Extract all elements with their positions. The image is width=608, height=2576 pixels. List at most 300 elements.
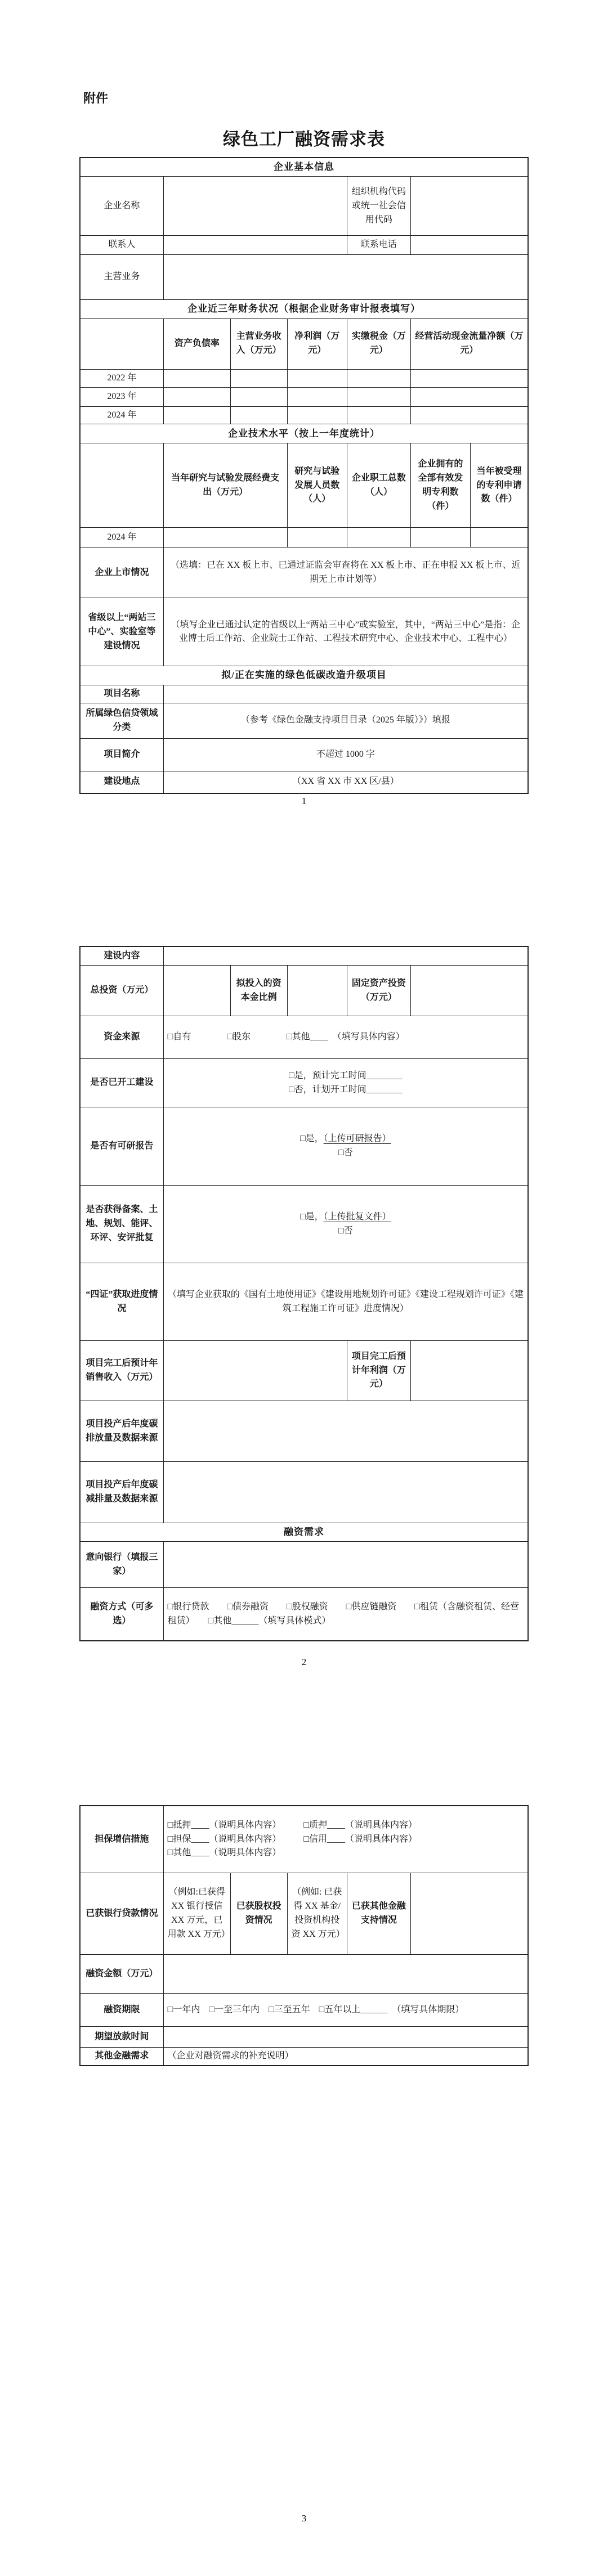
text: 项目简介 bbox=[104, 749, 140, 759]
text-line bbox=[84, 1357, 159, 1385]
text-line bbox=[168, 472, 283, 500]
text: （例如: 已获得 XX 基金/投资机构投资 XX 万元） bbox=[291, 1887, 345, 1939]
text-line bbox=[168, 337, 226, 351]
text: 企业拥有的全部有效发明专利数（件） bbox=[418, 459, 463, 511]
text: 项目完工后预计年利润（万元） bbox=[351, 1351, 406, 1389]
form-table-page-2 bbox=[79, 946, 529, 1641]
text-line bbox=[168, 1069, 524, 1083]
label-four-certificates bbox=[81, 1263, 164, 1340]
attachment-label: 附件 bbox=[83, 91, 109, 105]
section-green-project bbox=[81, 666, 527, 685]
input-2022-debt-ratio bbox=[164, 370, 231, 387]
label-obtained-equity-investment bbox=[231, 1873, 288, 1954]
text: 是否已开工建设 bbox=[90, 1078, 154, 1088]
text-line bbox=[168, 1288, 524, 1316]
text: 省级以上“两站三中心”、实验室等建设情况 bbox=[88, 613, 156, 650]
row-funding-source bbox=[81, 1016, 527, 1059]
label-project-intro bbox=[81, 739, 164, 771]
text-line bbox=[168, 559, 524, 587]
row-year-2024 bbox=[81, 407, 527, 425]
text: 其他金融需求 bbox=[95, 2051, 149, 2061]
text-line bbox=[84, 1417, 159, 1446]
text-line bbox=[415, 457, 466, 513]
input-research-platforms bbox=[164, 598, 527, 666]
text: 固定资产投资（万元） bbox=[351, 978, 406, 1002]
text: 企业职工总数（人） bbox=[351, 473, 406, 497]
label-main-business bbox=[81, 255, 164, 299]
row-project-name bbox=[81, 685, 527, 703]
row-intended-banks bbox=[81, 1542, 527, 1588]
row-financing-methods bbox=[81, 1588, 527, 1640]
label-guarantee-measures bbox=[81, 1806, 164, 1873]
label-project-location bbox=[81, 771, 164, 793]
text: 建设地点 bbox=[104, 777, 140, 787]
text: 资产负债率 bbox=[174, 338, 220, 348]
input-2022-revenue bbox=[231, 370, 288, 387]
text-line bbox=[84, 1076, 159, 1090]
label-intended-banks bbox=[81, 1542, 164, 1587]
input-financing-amount bbox=[164, 1955, 527, 1993]
section-header-label: 融资需求 bbox=[284, 1527, 324, 1537]
row-construction-started bbox=[81, 1059, 527, 1107]
row-four-certificates bbox=[81, 1263, 527, 1341]
text-line bbox=[84, 409, 159, 423]
row-expected-loan-time bbox=[81, 2027, 527, 2048]
text: 已获股权投资情况 bbox=[236, 1901, 281, 1925]
text-line bbox=[415, 330, 524, 358]
text: 经营活动现金流量净额（万元） bbox=[415, 331, 524, 356]
text-line bbox=[235, 1900, 283, 1928]
row-approvals-obtained bbox=[81, 1186, 527, 1263]
col-header-paid-tax bbox=[347, 319, 411, 369]
text-line bbox=[168, 1146, 524, 1160]
input-company-name bbox=[164, 177, 347, 235]
text-line bbox=[168, 1083, 524, 1097]
text-line bbox=[84, 748, 159, 762]
label-research-platforms bbox=[81, 598, 164, 666]
text-line bbox=[84, 949, 159, 963]
text: 融资金额（万元） bbox=[86, 1968, 158, 1978]
text: □是， bbox=[299, 1211, 324, 1222]
input-2024-total-staff bbox=[347, 528, 411, 547]
text-line bbox=[84, 566, 159, 580]
label-green-credit-category bbox=[81, 703, 164, 738]
text: 不超过 1000 字 bbox=[316, 749, 375, 759]
input-main-business bbox=[164, 255, 527, 299]
label-funding-source bbox=[81, 1016, 164, 1058]
row-construction-content bbox=[81, 947, 527, 966]
text-line bbox=[167, 1886, 230, 1941]
input-contact-person bbox=[164, 236, 347, 254]
text: 是否获得备案、土地、规划、能评、环评、安评批复 bbox=[86, 1205, 158, 1242]
section-header-label: 企业技术水平（按上一年度统计） bbox=[228, 428, 380, 439]
row-research-platforms bbox=[81, 598, 527, 666]
text: 企业名称 bbox=[104, 200, 140, 210]
text-line bbox=[292, 465, 343, 506]
row-guarantee-measures bbox=[81, 1806, 527, 1873]
section-header-label: 企业基本信息 bbox=[274, 161, 334, 172]
text: □银行贷款 □债券融资 □股权融资 □供应链融资 □租赁（含融资租赁、经营租赁） □其他______（填写具体模式） bbox=[167, 1602, 519, 1626]
text: （填写企业已通过认定的省级以上“两站三中心”或实验室，其中，“两站三中心”是指：企业博士后工作站、企业院士工作站、工程技术研究中心、企业技术中心、工程中心） bbox=[171, 620, 521, 644]
text: 组织机构代码或统一社会信用代码 bbox=[351, 187, 406, 225]
input-approvals-obtained bbox=[164, 1186, 527, 1263]
input-green-credit-category bbox=[164, 703, 527, 738]
col-header-valid-patents bbox=[411, 443, 471, 527]
text: 意向银行（填报三家） bbox=[86, 1552, 158, 1576]
text-line bbox=[84, 531, 159, 545]
row-company-name bbox=[81, 177, 527, 236]
text-line bbox=[168, 775, 524, 789]
text-line bbox=[84, 1967, 159, 1981]
row-carbon-reduction bbox=[81, 1462, 527, 1523]
input-fixed-asset-investment bbox=[411, 966, 527, 1016]
text: 拟投入的资本金比例 bbox=[236, 978, 281, 1002]
text: 项目完工后预计年销售收入（万元） bbox=[86, 1358, 158, 1382]
text-line bbox=[84, 2049, 159, 2063]
text-line bbox=[168, 2049, 524, 2063]
section-financing-demand bbox=[81, 1523, 527, 1542]
input-capital-ratio bbox=[288, 966, 347, 1016]
input-2024-valid-patents bbox=[411, 528, 471, 547]
text-line bbox=[84, 707, 159, 735]
text-line bbox=[292, 330, 343, 358]
text-line bbox=[168, 1833, 524, 1847]
label-financing-term bbox=[81, 1994, 164, 2026]
text-line bbox=[84, 1600, 159, 1628]
text-line bbox=[168, 1210, 524, 1224]
input-expected-loan-time bbox=[164, 2027, 527, 2047]
input-construction-content bbox=[164, 947, 527, 965]
text-line bbox=[84, 1833, 159, 1847]
page-number: 3 bbox=[301, 2513, 307, 2524]
label-obtained-other-financial-support bbox=[347, 1873, 411, 1954]
text-line bbox=[84, 1288, 159, 1316]
text: 担保增信措施 bbox=[95, 1834, 149, 1844]
row-project-intro bbox=[81, 739, 527, 771]
text: □是，预计完工时间________ bbox=[288, 1070, 403, 1080]
text: 资金来源 bbox=[104, 1032, 140, 1042]
input-2023-tax bbox=[347, 388, 411, 406]
text-line bbox=[168, 2003, 524, 2017]
row-financing-amount bbox=[81, 1955, 527, 1994]
form-table-page-3 bbox=[79, 1805, 529, 2066]
section-header bbox=[81, 666, 527, 684]
text-line bbox=[84, 1139, 159, 1154]
row-financial-header bbox=[81, 319, 527, 370]
text-line bbox=[84, 687, 159, 701]
input-four-certificates bbox=[164, 1263, 527, 1340]
section-header bbox=[81, 300, 527, 318]
col-header-rd-staff bbox=[288, 443, 347, 527]
input-obtained-other-financial-support bbox=[411, 1873, 527, 1954]
input-2024-rd-expense bbox=[164, 528, 288, 547]
text: 已获银行贷款情况 bbox=[86, 1908, 158, 1918]
label-expected-annual-sales bbox=[81, 1341, 164, 1401]
text: （企业对融资需求的补充说明） bbox=[167, 2051, 294, 2061]
text: □抵押____（说明具体内容） □质押____（说明具体内容） bbox=[167, 1820, 418, 1830]
input-2024-patent-applications bbox=[471, 528, 527, 547]
label-year-2024 bbox=[81, 407, 164, 424]
text: 2022 年 bbox=[107, 373, 137, 383]
page-title: 绿色工厂融资需求表 bbox=[223, 129, 385, 149]
text: □担保____（说明具体内容） □信用____（说明具体内容） bbox=[167, 1834, 418, 1844]
page-number: 1 bbox=[301, 796, 307, 806]
text: 企业上市情况 bbox=[95, 567, 149, 577]
col-header-net-profit bbox=[288, 319, 347, 369]
col-header-main-revenue bbox=[231, 319, 288, 369]
input-org-code bbox=[411, 177, 527, 235]
label-other-financial-needs bbox=[81, 2048, 164, 2065]
text-line bbox=[168, 1132, 524, 1146]
input-2024-rd-staff bbox=[288, 528, 347, 547]
text: 净利润（万元） bbox=[294, 331, 340, 356]
text-line bbox=[235, 977, 283, 1005]
col-header-rd-expense bbox=[164, 443, 288, 527]
input-expected-annual-sales bbox=[164, 1341, 347, 1401]
input-carbon-reduction bbox=[164, 1462, 527, 1523]
input-2024-cashflow bbox=[411, 407, 527, 424]
input-2022-cashflow bbox=[411, 370, 527, 387]
input-2023-profit bbox=[288, 388, 347, 406]
text: □一年内 □一至三年内 □三至五年 □五年以上______ （填写具体期限） bbox=[167, 2004, 464, 2014]
label-feasibility-report bbox=[81, 1107, 164, 1185]
label-fixed-asset-investment bbox=[347, 966, 411, 1016]
text: 项目名称 bbox=[104, 688, 140, 698]
text-line bbox=[84, 1203, 159, 1245]
label-financing-methods bbox=[81, 1588, 164, 1640]
label-year-2023 bbox=[81, 388, 164, 406]
label-carbon-emission bbox=[81, 1401, 164, 1461]
text: （选填：已在 XX 板上市、已通过证监会审查将在 XX 板上市、正在申报 XX 板上市、近期无上市计划等） bbox=[171, 560, 521, 584]
text: 2024 年 bbox=[107, 410, 137, 420]
input-2024-profit bbox=[288, 407, 347, 424]
text-line bbox=[84, 2003, 159, 2017]
underlined-blank: （上传可研报告） bbox=[323, 1134, 391, 1144]
label-listing-status bbox=[81, 547, 164, 598]
row-listing-status bbox=[81, 547, 527, 598]
row-expected-revenue-profit bbox=[81, 1341, 527, 1401]
input-financing-term bbox=[164, 1994, 527, 2026]
text: 联系电话 bbox=[360, 240, 397, 250]
text: “四证”获取进度情况 bbox=[86, 1289, 158, 1313]
input-contact-phone bbox=[411, 236, 527, 254]
text: 总投资（万元） bbox=[90, 985, 154, 995]
text-line bbox=[351, 1350, 406, 1392]
input-obtained-equity-investment bbox=[288, 1873, 347, 1954]
text-line bbox=[84, 390, 159, 404]
label-construction-started bbox=[81, 1059, 164, 1107]
page-number: 2 bbox=[301, 1657, 307, 1667]
input-other-financial-needs bbox=[164, 2048, 527, 2065]
row-obtained-financing bbox=[81, 1873, 527, 1955]
label-approvals-obtained bbox=[81, 1186, 164, 1263]
text-line bbox=[168, 1600, 524, 1628]
text: 主营业务 bbox=[104, 272, 140, 282]
row-main-business bbox=[81, 255, 527, 300]
text: 已获其他金融支持情况 bbox=[351, 1901, 406, 1925]
section-tech-level bbox=[81, 424, 527, 443]
text: 融资方式（可多选） bbox=[90, 1602, 154, 1626]
form-table-page-1 bbox=[79, 157, 529, 794]
row-tech-header bbox=[81, 443, 527, 528]
label-org-code bbox=[347, 177, 411, 235]
text: 研究与试验发展人员数（人） bbox=[294, 466, 340, 504]
text: □否 bbox=[338, 1226, 353, 1236]
row-total-investment bbox=[81, 966, 527, 1016]
text-line bbox=[84, 2030, 159, 2044]
text: 当年被受理的专利申请数（件） bbox=[476, 466, 522, 504]
input-feasibility-report bbox=[164, 1107, 527, 1185]
text: □是， bbox=[299, 1134, 324, 1144]
section-header bbox=[81, 424, 527, 443]
text: （XX 省 XX 市 XX 区/县） bbox=[292, 777, 399, 787]
row-feasibility-report bbox=[81, 1107, 527, 1186]
label-total-investment bbox=[81, 966, 164, 1016]
text-line bbox=[84, 1907, 159, 1921]
label-contact-person bbox=[81, 236, 164, 254]
text: 实缴税金（万元） bbox=[351, 331, 406, 356]
input-construction-started bbox=[164, 1059, 527, 1107]
text: 项目投产后年度碳排放量及数据来源 bbox=[86, 1419, 158, 1443]
section-header bbox=[81, 1523, 527, 1541]
row-year-2023 bbox=[81, 388, 527, 407]
text: 当年研究与试验发展经费支出（万元） bbox=[171, 473, 280, 497]
row-financing-term bbox=[81, 1994, 527, 2027]
row-year-2022 bbox=[81, 370, 527, 388]
input-2023-debt-ratio bbox=[164, 388, 231, 406]
text-line bbox=[168, 1819, 524, 1833]
label-expected-annual-profit bbox=[347, 1341, 411, 1401]
section-financial-status bbox=[81, 300, 527, 318]
text-line bbox=[168, 1030, 524, 1044]
section-header-label: 企业近三年财务状况（根据企业财务审计报表填写） bbox=[187, 303, 421, 315]
input-guarantee-measures bbox=[164, 1806, 527, 1873]
text: （例如:已获得 XX 银行授信 XX 万元，已用款 XX 万元） bbox=[167, 1887, 230, 1939]
row-carbon-emission bbox=[81, 1401, 527, 1462]
cell-blank-corner bbox=[81, 443, 164, 527]
label-financing-amount bbox=[81, 1955, 164, 1993]
label-construction-content bbox=[81, 947, 164, 965]
input-financing-methods bbox=[164, 1588, 527, 1640]
row-contact bbox=[81, 236, 527, 255]
text-line bbox=[475, 465, 524, 506]
col-header-total-staff bbox=[347, 443, 411, 527]
label-company-name bbox=[81, 177, 164, 235]
text: 主营业务收入（万元） bbox=[236, 331, 281, 356]
text: 融资期限 bbox=[104, 2004, 140, 2014]
input-total-investment bbox=[164, 966, 231, 1016]
text-line bbox=[168, 1224, 524, 1238]
text-line bbox=[235, 330, 283, 358]
input-project-intro bbox=[164, 739, 527, 771]
text-line bbox=[168, 748, 524, 762]
text: （参考《绿色金融支持项目目录（2025 年版）》）填报 bbox=[240, 715, 450, 725]
text: 联系人 bbox=[108, 240, 136, 250]
input-2024-debt-ratio bbox=[164, 407, 231, 424]
text-line bbox=[292, 1886, 343, 1941]
label-tech-year-2024 bbox=[81, 528, 164, 547]
text-line bbox=[84, 775, 159, 789]
text-line bbox=[84, 611, 159, 653]
input-2022-tax bbox=[347, 370, 411, 387]
input-funding-source bbox=[164, 1016, 527, 1058]
row-tech-2024 bbox=[81, 528, 527, 547]
text: □否，计划开工时间________ bbox=[288, 1084, 403, 1094]
text-line bbox=[351, 330, 406, 358]
text-line bbox=[351, 472, 406, 500]
text: 项目投产后年度碳减排量及数据来源 bbox=[86, 1480, 158, 1504]
text: □否 bbox=[338, 1148, 353, 1157]
text: （填写企业获取的《国有土地使用证》《建设用地规划许可证》《建设工程规划许可证》《建筑工程施工许可证》进度情况） bbox=[167, 1289, 524, 1313]
section-header bbox=[81, 158, 527, 176]
text-line bbox=[84, 984, 159, 998]
underlined-blank: （上传批复文件） bbox=[323, 1211, 391, 1222]
col-header-debt-ratio bbox=[164, 319, 231, 369]
text: 是否有可研报告 bbox=[90, 1141, 154, 1151]
text-line bbox=[84, 238, 159, 252]
input-2022-profit bbox=[288, 370, 347, 387]
label-contact-phone bbox=[347, 236, 411, 254]
text: 期望放款时间 bbox=[95, 2031, 149, 2041]
label-year-2022 bbox=[81, 370, 164, 387]
text: 2024 年 bbox=[107, 532, 137, 542]
text: 所属绿色信贷领域分类 bbox=[86, 708, 158, 732]
input-carbon-emission bbox=[164, 1401, 527, 1461]
text-line bbox=[84, 1478, 159, 1506]
row-other-financial-needs bbox=[81, 2048, 527, 2065]
text-line bbox=[168, 618, 524, 647]
section-company-basic-info bbox=[81, 158, 527, 177]
input-intended-banks bbox=[164, 1542, 527, 1587]
row-project-location bbox=[81, 771, 527, 793]
input-2024-tax bbox=[347, 407, 411, 424]
col-header-operating-cashflow bbox=[411, 319, 527, 369]
text-line bbox=[351, 977, 406, 1005]
text-line bbox=[168, 1846, 524, 1860]
label-project-name bbox=[81, 685, 164, 703]
text-line bbox=[351, 238, 406, 252]
text: □自有 □股东 □其他____ （填写具体内容） bbox=[167, 1032, 405, 1042]
text-line bbox=[168, 713, 524, 728]
label-obtained-bank-loans bbox=[81, 1873, 164, 1954]
input-project-name bbox=[164, 685, 527, 703]
text: 建设内容 bbox=[104, 950, 140, 961]
label-capital-ratio bbox=[231, 966, 288, 1016]
text: □其他____（说明具体内容） bbox=[167, 1848, 281, 1858]
input-2024-revenue bbox=[231, 407, 288, 424]
label-carbon-reduction bbox=[81, 1462, 164, 1523]
text-line bbox=[84, 199, 159, 213]
col-header-patent-applications bbox=[471, 443, 527, 527]
input-obtained-bank-loans bbox=[164, 1873, 231, 1954]
label-expected-loan-time bbox=[81, 2027, 164, 2047]
text-line bbox=[351, 185, 406, 227]
input-2023-cashflow bbox=[411, 388, 527, 406]
text-line bbox=[84, 270, 159, 284]
input-project-location bbox=[164, 771, 527, 793]
text-line bbox=[351, 1900, 406, 1928]
cell-blank-corner bbox=[81, 319, 164, 369]
text-line bbox=[84, 1551, 159, 1579]
row-green-credit-category bbox=[81, 703, 527, 739]
text-line bbox=[84, 371, 159, 385]
text-line bbox=[84, 1030, 159, 1044]
text: 2023 年 bbox=[107, 391, 137, 401]
input-expected-annual-profit bbox=[411, 1341, 527, 1401]
input-2023-revenue bbox=[231, 388, 288, 406]
input-listing-status bbox=[164, 547, 527, 598]
section-header-label: 拟/正在实施的绿色低碳改造升级项目 bbox=[221, 670, 387, 681]
